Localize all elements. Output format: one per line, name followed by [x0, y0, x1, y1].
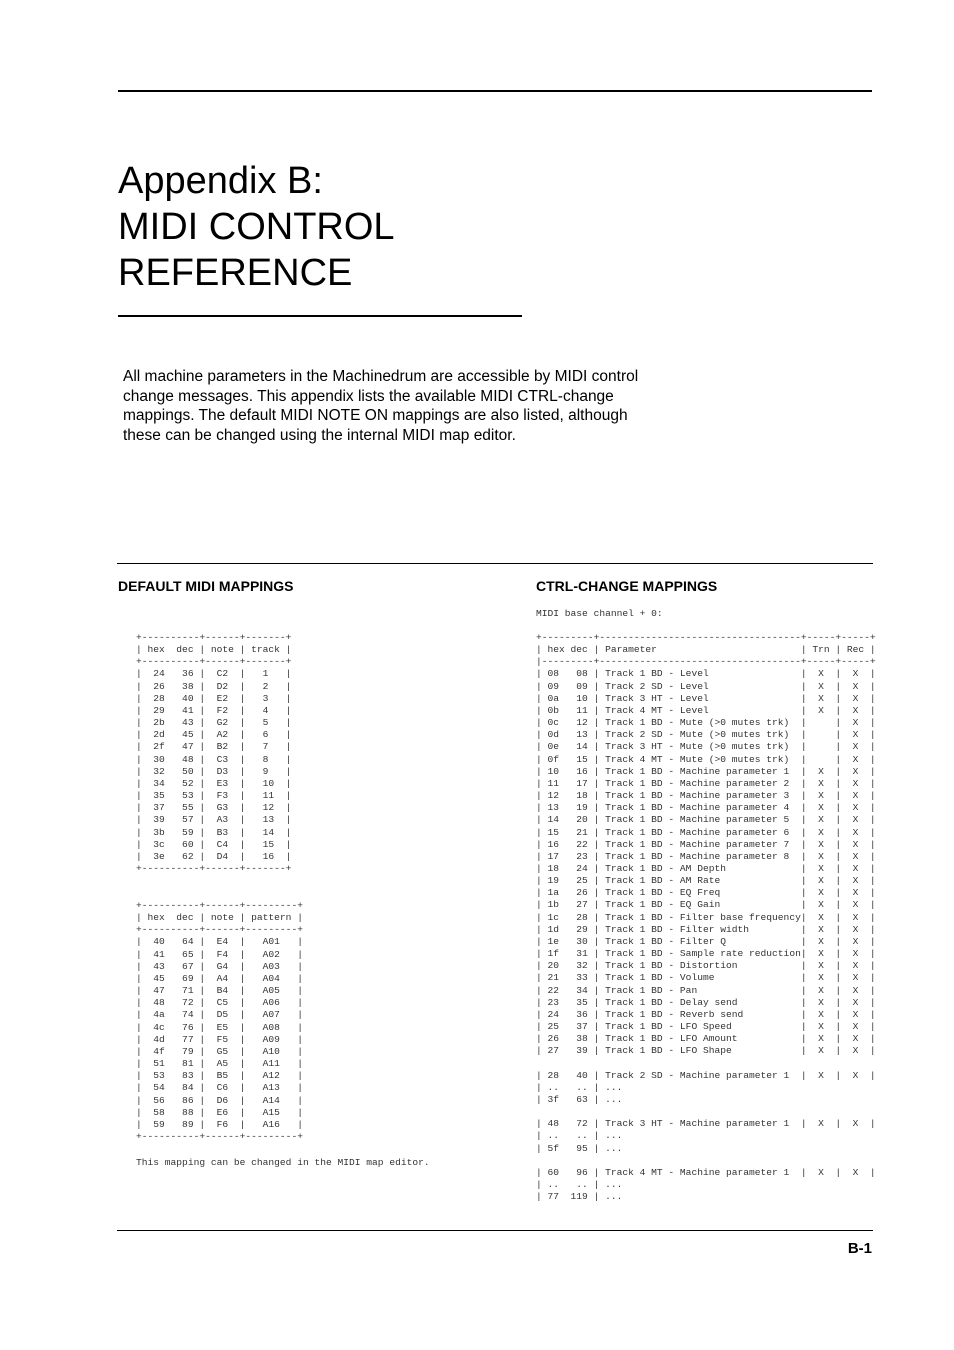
note-track-table: +----------+------+-------+ | hex dec | note | track | +----------+------+-------+ | 24 36 | C2 | 1 | | 26 38 | D2 | 2 | | 28 40 | E2 | 3 | | 29 41 | F2 | 4 | | 2b 43 | G2 | 5 | | 2d 45 | A2 | 6 | | 2f 47 | B2 | 7 | | 30 48 | C3 | 8 | | 32 50 | D3 | 9 | | 34 52 | E3 | 10 | | 35 53 | F3 | 11 | | 37 55 | G3 | 12 | | 39 57 | A3 | 13 | | 3b 59 | B3 | 14 | | 3c 60 | C4 | 15 | | 3e 62 | D4 | 16 | +----------+------+-------+ — [136, 632, 292, 874]
title-line-3: REFERENCE — [118, 252, 353, 294]
title-underline — [118, 315, 522, 317]
bottom-rule — [117, 1230, 873, 1231]
left-heading: DEFAULT MIDI MAPPINGS — [118, 578, 294, 594]
top-rule — [118, 90, 872, 92]
note-mapping-footer: This mapping can be changed in the MIDI map editor. — [136, 1157, 430, 1168]
title-line-2: MIDI CONTROL — [118, 206, 395, 248]
note-pattern-table: +----------+------+---------+ | hex dec | note | pattern | +----------+------+---------+ | 40 64 | E4 | A01 | | 41 65 | F4 | A02 | | 43 67 | G4 | A03 | | 45 69 | A4 | A04 | | 47 71 | B4 | A05 | | 48 72 | C5 | A06 | | 4a 74 | D5 | A07 | | 4c 76 | E5 | A08 | | 4d 77 | F5 | A09 | | 4f 79 | G5 | A10 | | 51 81 | A5 | A11 | | 53 83 | B5 | A12 | | 54 84 | C6 | A13 | | 56 86 | D6 | A14 | | 58 88 | E6 | A15 | | 59 89 | F6 | A16 | +----------+------+---------+ — [136, 900, 303, 1142]
ctrl-change-table: +---------+-----------------------------------+-----+-----+ | hex dec | Parameter | Trn | Rec | |---------+-----------------------------------+-----+-----+ | 08 08 | Track 1 BD - Level | X | X | | 09 09 | Track 2 SD - Level | X | X | | 0a 10 | Track 3 HT - Level | X | X | | 0b 11 | Track 4 MT - Level | X | X | | 0c 12 | Track 1 BD - Mute (>0 mutes trk) | | X | | 0d 13 | Track 2 SD - Mute (>0 mutes trk) | | X | | 0e 14 | Track 3 HT - Mute (>0 mutes trk) | | X | | 0f 15 | Track 4 MT - Mute (>0 mutes trk) | | X | | 10 16 | Track 1 BD - Machine parameter 1 | X | X | | 11 17 | Track 1 BD - Machine parameter 2 | X | X | | 12 18 | Track 1 BD - Machine parameter 3 | X | X | | 13 19 | Track 1 BD - Machine parameter 4 | X | X | | 14 20 | Track 1 BD - Machine parameter 5 | X | X | | 15 21 | Track 1 BD - Machine parameter 6 | X | X | | 16 22 | Track 1 BD - Machine parameter 7 | X | X | | 17 23 | Track 1 BD - Machine parameter 8 | X | X | | 18 24 | Track 1 BD - AM Depth | X | X | | 19 25 | Track 1 BD - AM Rate | X | X | | 1a 26 | Track 1 BD - EQ Freq | X | X | | 1b 27 | Track 1 BD - EQ Gain | X | X | | 1c 28 | Track 1 BD - Filter base frequency| X | X | | 1d 29 | Track 1 BD - Filter width | X | X | | 1e 30 | Track 1 BD - Filter Q | X | X | | 1f 31 | Track 1 BD - Sample rate reduction| X | X | | 20 32 | Track 1 BD - Distortion | X | X | | 21 33 | Track 1 BD - Volume | X | X | | 22 34 | Track 1 BD - Pan | X | X | | 23 35 | Track 1 BD - Delay send | X | X | | 24 36 | Track 1 BD - Reverb send | X | X | | 25 37 | Track 1 BD - LFO Speed | X | X | | 26 38 | Track 1 BD - LFO Amount | X | X | | 27 39 | Track 1 BD - LFO Shape | X | X | | 28 40 | Track 2 SD - Machine parameter 1 | X | X | | .. .. | ... | 3f 63 | ... | 48 72 | Track 3 HT - Machine parameter 1 | X | X | | .. .. | ... | 5f 95 | ... | 60 96 | Track 4 MT - Machine parameter 1 | X | X | | .. .. | ... | 77 119 | ... — [536, 632, 876, 1203]
title-line-1: Appendix B: — [118, 160, 323, 202]
intro-paragraph: All machine parameters in the Machinedrum are accessible by MIDI control change messages. This appendix lists the available MIDI CTRL-change mappings. The default MIDI NOTE ON mappings are also listed, although these can be changed using the internal MIDI map editor. — [123, 368, 639, 444]
right-heading: CTRL-CHANGE MAPPINGS — [536, 578, 718, 594]
page-title — [118, 158, 395, 296]
section-rule — [117, 563, 873, 564]
midi-base-channel-label: MIDI base channel + 0: — [536, 608, 663, 619]
page-number: B-1 — [847, 1240, 872, 1257]
